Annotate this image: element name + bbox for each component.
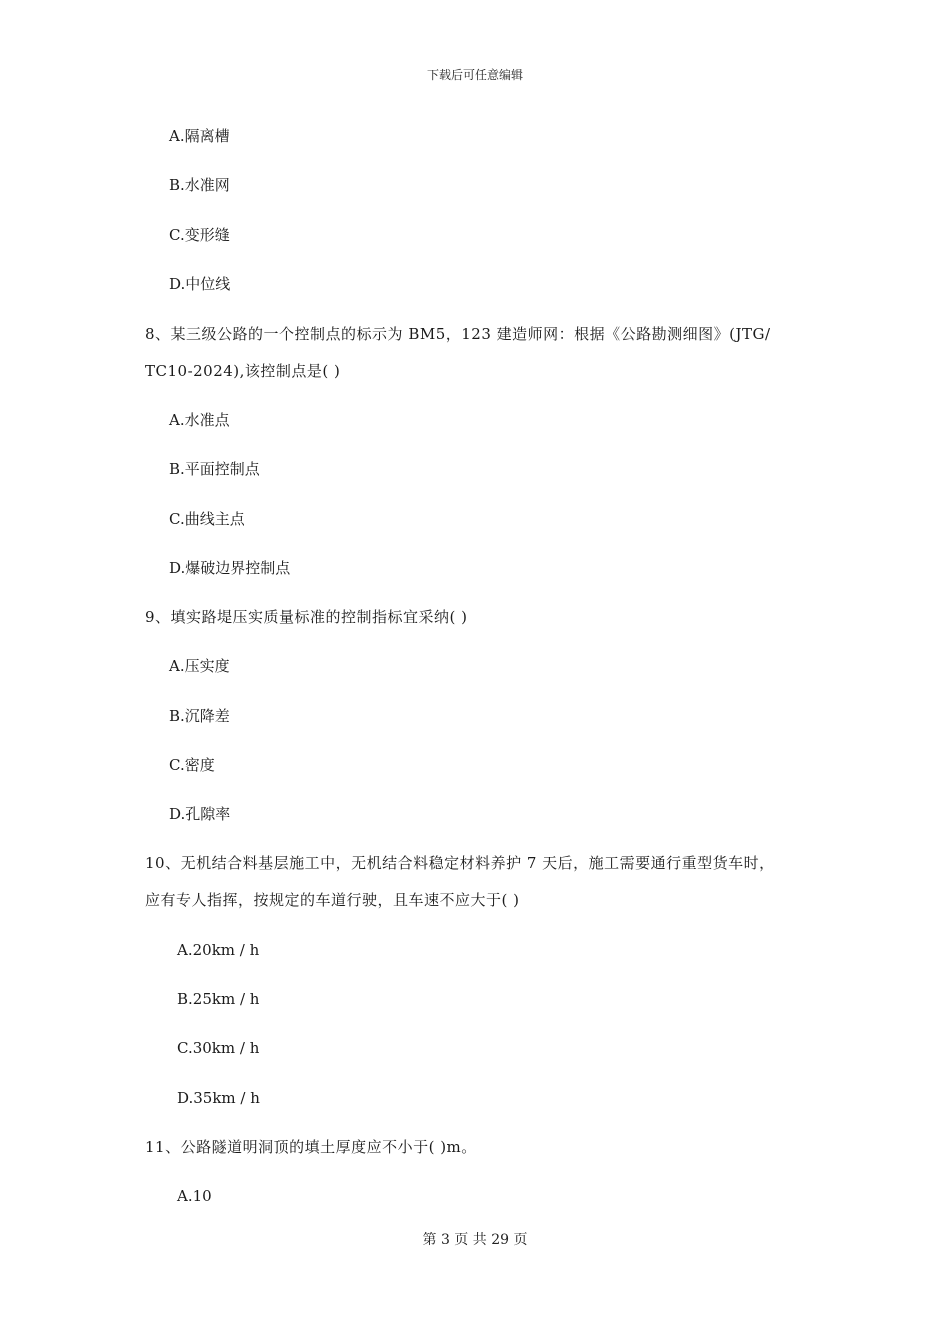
q9-text: 9、填实路堤压实质量标准的控制指标宜采纳( )	[145, 608, 468, 626]
q9-option-c: C.密度	[169, 756, 215, 774]
q9-option-a: A.压实度	[169, 657, 230, 675]
q10-option-c: C.30km / h	[177, 1039, 260, 1057]
q8-text-line2: TC10-2024),该控制点是( )	[145, 362, 341, 380]
q8-option-a: A.水准点	[169, 411, 230, 429]
q9-option-d: D.孔隙率	[169, 805, 231, 823]
q7-option-d: D.中位线	[169, 275, 231, 293]
q10-option-d: D.35km / h	[177, 1089, 260, 1107]
q7-option-b: B.水准网	[169, 176, 230, 194]
q7-option-a: A.隔离槽	[169, 127, 230, 145]
page-header: 下载后可任意编辑	[426, 68, 523, 82]
q10-text-line2: 应有专人指挥，按规定的车道行驶，且车速不应大于( )	[145, 891, 520, 909]
q10-option-b: B.25km / h	[177, 990, 260, 1008]
q8-option-c: C.曲线主点	[169, 510, 245, 528]
q11-text: 11、公路隧道明洞顶的填土厚度应不小于( )m。	[145, 1138, 477, 1156]
q8-text-line1: 8、某三级公路的一个控制点的标示为 BM5，123 建造师网：根据《公路勘测细图》(JTG/	[145, 325, 771, 343]
q11-option-a: A.10	[177, 1187, 212, 1205]
q9-option-b: B.沉降差	[169, 707, 230, 725]
q8-option-b: B.平面控制点	[169, 460, 260, 478]
q7-option-c: C.变形缝	[169, 226, 230, 244]
q8-option-d: D.爆破边界控制点	[169, 559, 291, 577]
q10-text-line1: 10、无机结合料基层施工中，无机结合料稳定材料养护 7 天后，施工需要通行重型货车时，	[145, 854, 775, 872]
page-footer: 第 3 页 共 29 页	[422, 1232, 528, 1248]
q10-option-a: A.20km / h	[177, 941, 260, 959]
